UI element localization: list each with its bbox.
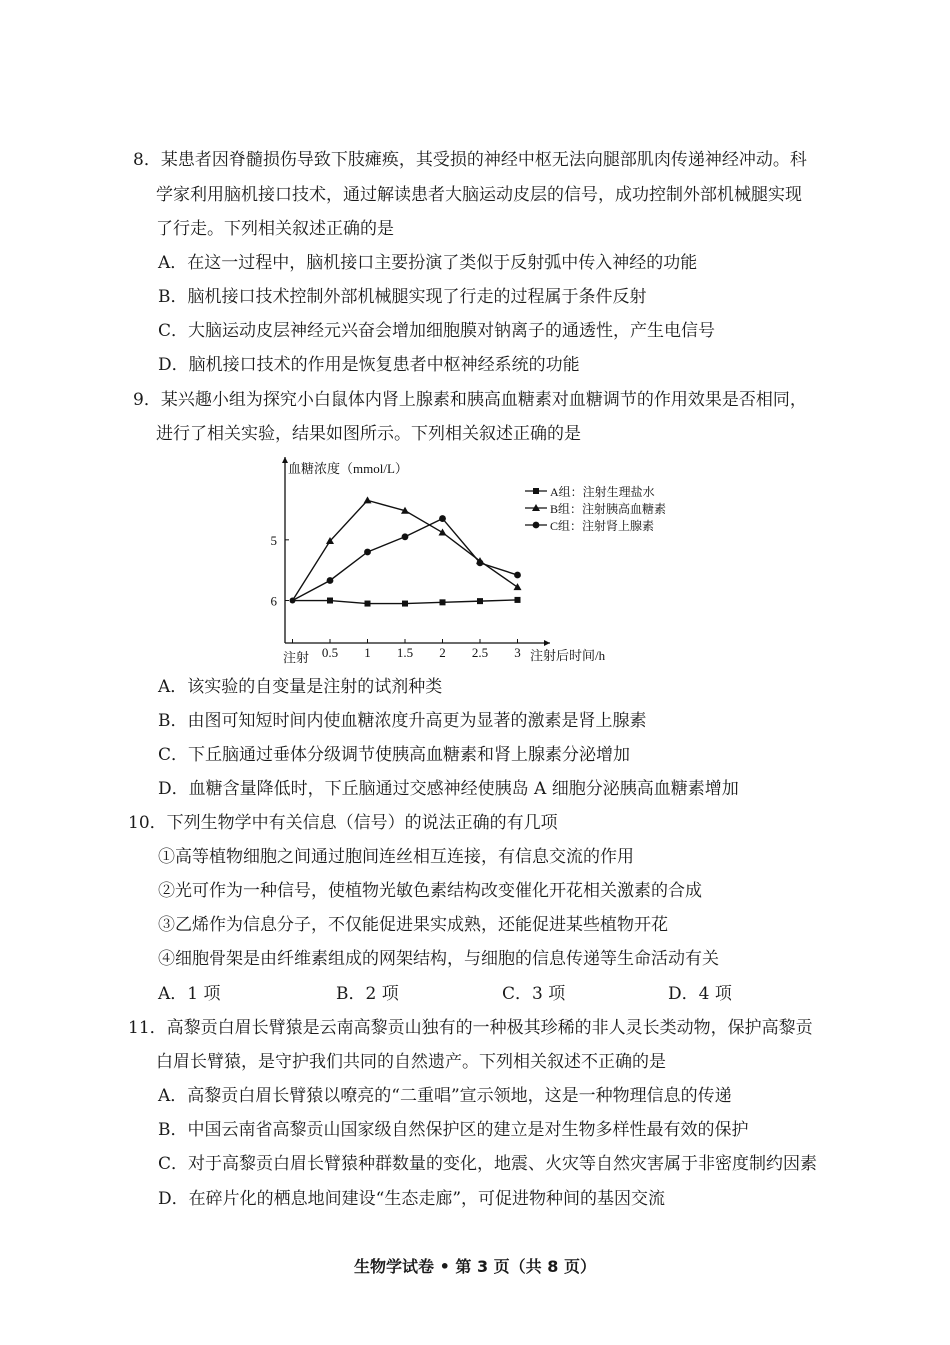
series-line-circle	[293, 519, 518, 601]
q10-item-2: ②光可作为一种信号，使植物光敏色素结构改变催化开花相关激素的合成	[158, 881, 702, 901]
x-tick-label: 1	[364, 645, 371, 660]
data-point-triangle	[514, 583, 522, 590]
data-point-circle	[477, 559, 484, 566]
blood-glucose-chart	[255, 455, 667, 670]
q9-stem-line-2: 进行了相关实验，结果如图所示。下列相关叙述正确的是	[156, 424, 581, 444]
q9-option-c: C．下丘脑通过垂体分级调节使胰高血糖素和肾上腺素分泌增加	[158, 745, 631, 765]
data-point-circle	[327, 577, 334, 584]
q11-option-a: A．高黎贡白眉长臂猿以嘹亮的“二重唱”宣示领地，这是一种物理信息的传递	[158, 1086, 732, 1106]
q11-option-d: D．在碎片化的栖息地间建设“生态走廊”，可促进物种间的基因交流	[158, 1189, 666, 1209]
q8-stem-line-1: 8．某患者因脊髓损伤导致下肢瘫痪，其受损的神经中枢无法向腿部肌肉传递神经冲动。科	[133, 150, 807, 170]
data-point-circle	[533, 522, 540, 529]
x-tick-label: 0.5	[321, 645, 339, 660]
q10-option-a: A．1 项	[158, 984, 221, 1004]
chart-legend	[525, 484, 666, 533]
x-tick-label: 1.5	[396, 645, 414, 660]
q10-item-1: ①高等植物细胞之间通过胞间连丝相互连接，有信息交流的作用	[158, 847, 634, 867]
x-axis-arrow	[544, 640, 550, 646]
x-start-label: 注射	[283, 650, 310, 665]
q11-option-b: B．中国云南省高黎贡山国家级自然保护区的建立是对生物多样性最有效的保护	[158, 1120, 749, 1140]
q8-option-d: D．脑机接口技术的作用是恢复患者中枢神经系统的功能	[158, 355, 580, 375]
data-point-square	[533, 488, 539, 494]
q11-stem-line-1: 11．高黎贡白眉长臂猿是云南高黎贡山独有的一种极其珍稀的非人灵长类动物，保护高黎贡	[128, 1018, 813, 1038]
q11-option-c: C．对于高黎贡白眉长臂猿种群数量的变化，地震、火灾等自然灾害属于非密度制约因素	[158, 1154, 818, 1174]
data-point-triangle	[439, 529, 447, 536]
q10-item-3: ③乙烯作为信息分子，不仅能促进果实成熟，还能促进某些植物开花	[158, 915, 668, 935]
q9-option-b: B．由图可知短时间内使血糖浓度升高更为显著的激素是肾上腺素	[158, 711, 647, 731]
x-axis-label: 注射后时间/h	[530, 648, 606, 663]
legend-label: A组：注射生理盐水	[550, 485, 655, 499]
q8-stem-line-2: 学家利用脑机接口技术，通过解读患者大脑运动皮层的信号，成功控制外部机械腿实现	[156, 185, 802, 205]
q9-option-a: A．该实验的自变量是注射的试剂种类	[158, 677, 443, 697]
q10-stem: 10．下列生物学中有关信息（信号）的说法正确的有几项	[128, 813, 558, 833]
x-tick-label: 2.5	[471, 645, 489, 660]
y-tick-label: 5	[270, 532, 277, 548]
q8-stem-line-3: 了行走。下列相关叙述正确的是	[156, 219, 394, 239]
data-point-square	[477, 598, 483, 604]
data-point-square	[402, 601, 408, 607]
data-point-origin	[290, 598, 296, 604]
q9-option-d: D．血糖含量降低时，下丘脑通过交感神经使胰岛 A 细胞分泌胰高血糖素增加	[158, 779, 739, 799]
data-point-circle	[514, 572, 521, 579]
q8-option-a: A．在这一过程中，脑机接口主要扮演了类似于反射弧中传入神经的功能	[158, 253, 698, 273]
x-tick-label: 3	[514, 645, 521, 660]
data-point-square	[327, 598, 333, 604]
q10-option-b: B．2 项	[336, 984, 399, 1004]
legend-label: B组：注射胰高血糖素	[550, 502, 667, 516]
q10-option-c: C．3 项	[502, 984, 566, 1004]
y-tick-label: 6	[270, 593, 277, 609]
series-line-triangle	[293, 500, 518, 600]
data-point-triangle	[364, 496, 372, 503]
chart-series	[290, 496, 522, 606]
data-point-circle	[364, 549, 371, 556]
x-tick-label: 2	[439, 645, 446, 660]
data-point-square	[515, 597, 521, 603]
legend-label: C组：注射肾上腺素	[550, 519, 655, 533]
q8-option-c: C．大脑运动皮层神经元兴奋会增加细胞膜对钠离子的通透性，产生电信号	[158, 321, 716, 341]
data-point-circle	[402, 533, 409, 540]
q9-stem-line-1: 9．某兴趣小组为探究小白鼠体内肾上腺素和胰高血糖素对血糖调节的作用效果是否相同，	[133, 390, 807, 410]
q11-stem-line-2: 白眉长臂猿，是守护我们共同的自然遗产。下列相关叙述不正确的是	[156, 1052, 666, 1072]
y-axis-label: 血糖浓度（mmol/L）	[288, 461, 408, 476]
data-point-square	[365, 601, 371, 607]
data-point-circle	[439, 515, 446, 522]
q10-item-4: ④细胞骨架是由纤维素组成的网架结构，与细胞的信息传递等生命活动有关	[158, 949, 719, 969]
page-footer: 生物学试卷 • 第 3 页（共 8 页）	[354, 1257, 596, 1276]
q10-option-d: D．4 项	[668, 984, 732, 1004]
q8-option-b: B．脑机接口技术控制外部机械腿实现了行走的过程属于条件反射	[158, 287, 647, 307]
data-point-square	[440, 599, 446, 605]
